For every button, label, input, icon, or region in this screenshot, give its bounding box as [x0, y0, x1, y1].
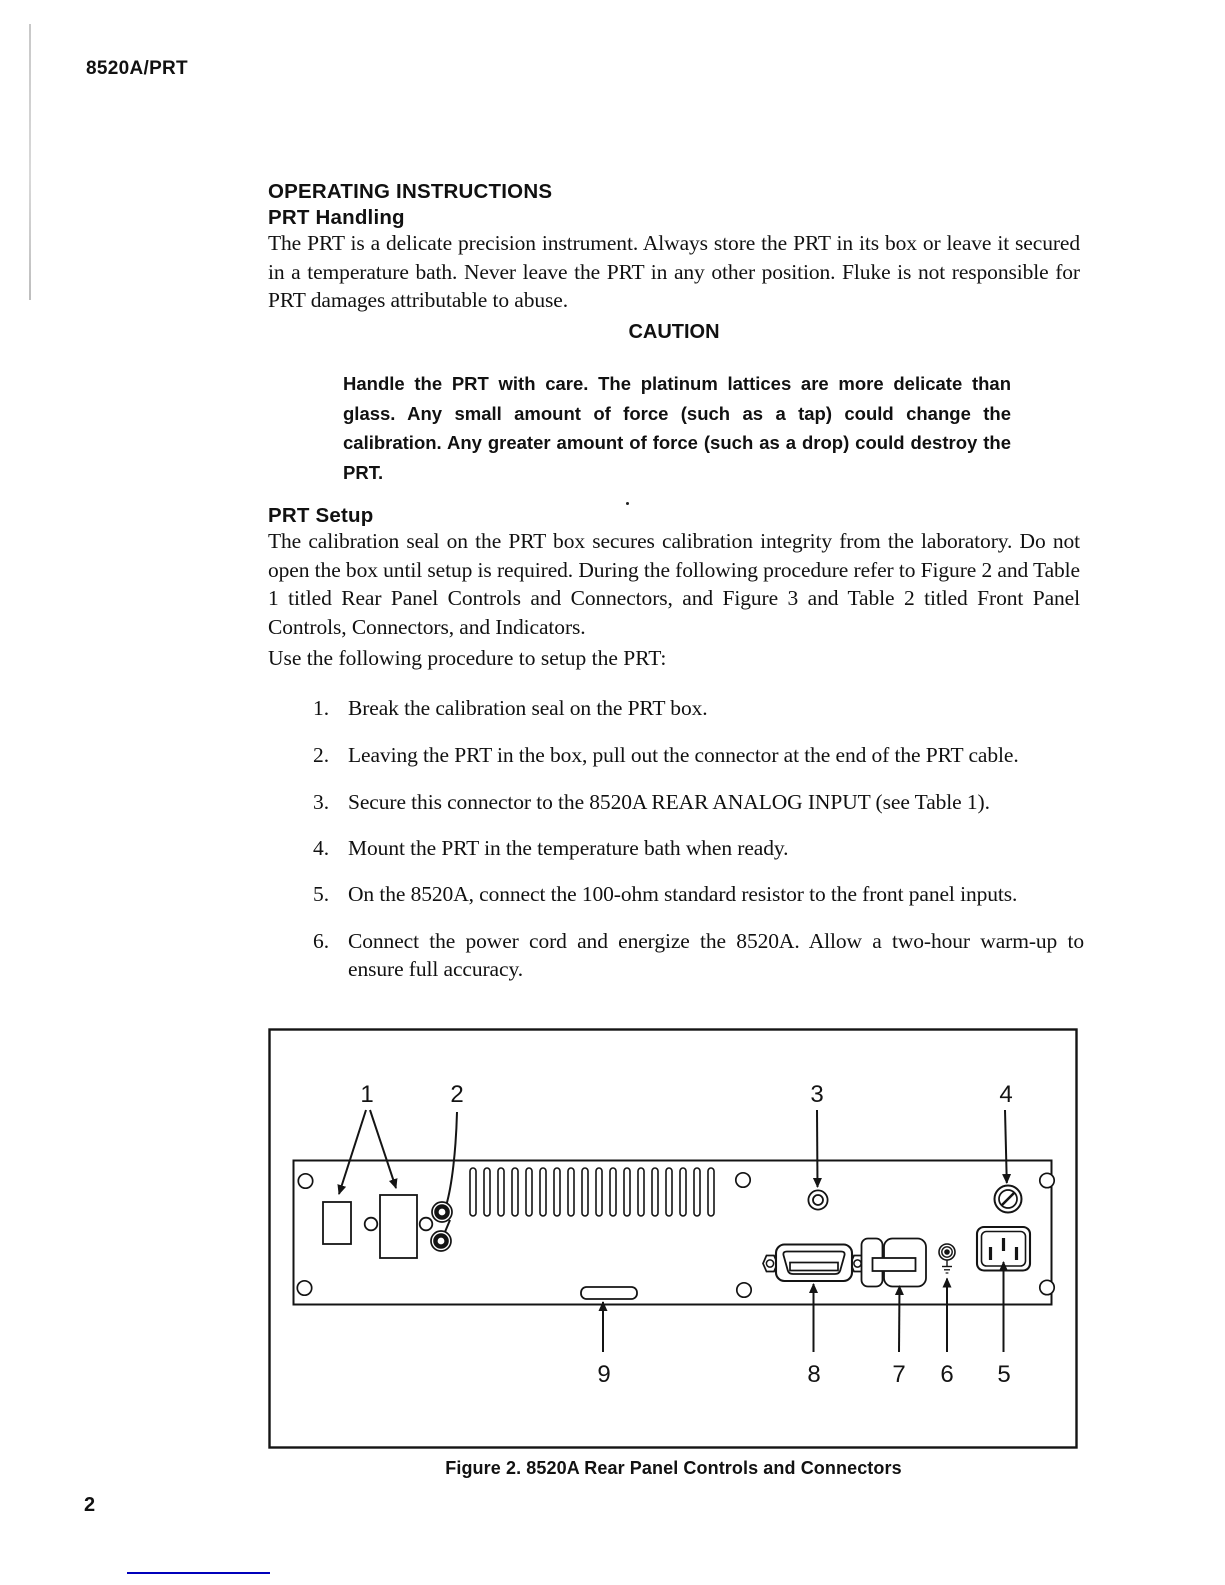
step-number: 3. — [313, 790, 330, 814]
procedure-step — [313, 788, 1098, 816]
document-header: 8520A/PRT — [86, 58, 188, 79]
step-number: 4. — [313, 836, 330, 860]
subsection-title-prt-handling: PRT Handling — [268, 206, 405, 229]
prt-setup-paragraph: The calibration seal on the PRT box secures calibration integrity from the laboratory. Do not open the box until setup is required. During the following procedure refer to Figure 2 and Table 1 titled Rear Panel Controls and Connectors, and Figure 3 and Table 2 titled Front Panel Controls, Connectors, and Indicators. — [268, 529, 1080, 639]
step-text: On the 8520A, connect the 100-ohm standard resistor to the front panel inputs. — [348, 882, 1018, 906]
step-text: Secure this connector to the 8520A REAR ANALOG INPUT (see Table 1). — [348, 790, 990, 814]
step-text: Leaving the PRT in the box, pull out the connector at the end of the PRT cable. — [348, 743, 1019, 767]
figure-2-diagram — [268, 1028, 1079, 1449]
step-number: 6. — [313, 929, 330, 953]
step-text: Mount the PRT in the temperature bath when ready. — [348, 836, 789, 860]
subsection-title-prt-setup: PRT Setup — [268, 504, 374, 527]
step-text: Connect the power cord and energize the 8520A. Allow a two-hour warm-up to ensure full accuracy. — [348, 929, 1084, 981]
step-number: 1. — [313, 696, 330, 720]
scan-artifact-line — [29, 24, 31, 300]
footer-accent-line — [127, 1572, 270, 1574]
scan-artifact-dot — [626, 502, 629, 505]
callout-label-3: 3 — [810, 1081, 824, 1108]
callout-label-6: 6 — [940, 1361, 954, 1388]
procedure-step — [313, 694, 1098, 722]
callout-label-5: 5 — [997, 1361, 1011, 1388]
procedure-step — [313, 927, 1084, 983]
step-number: 2. — [313, 743, 330, 767]
step-number: 5. — [313, 882, 330, 906]
callout-label-4: 4 — [999, 1081, 1013, 1108]
section-title-operating-instructions: OPERATING INSTRUCTIONS — [268, 180, 553, 203]
procedure-step — [313, 880, 1098, 908]
procedure-step — [313, 741, 1098, 769]
figure-caption: Figure 2. 8520A Rear Panel Controls and Connectors — [445, 1458, 902, 1478]
callout-label-7: 7 — [892, 1361, 906, 1388]
callout-label-1: 1 — [360, 1081, 374, 1108]
procedure-intro: Use the following procedure to setup the PRT: — [268, 646, 667, 670]
serial-tag-slot — [581, 1287, 637, 1299]
calibration-jack — [808, 1190, 827, 1209]
callout-label-9: 9 — [597, 1361, 611, 1388]
line-voltage-switch — [862, 1239, 927, 1287]
procedure-step — [313, 834, 1098, 862]
callout-label-2: 2 — [450, 1081, 464, 1108]
callout-label-8: 8 — [807, 1361, 821, 1388]
caution-paragraph: Handle the PRT with care. The platinum lattices are more delicate than glass. Any small amount of force (such as a tap) could change the calibration. Any greater amount of force (such as a drop) could destroy the PRT. — [343, 373, 1011, 483]
ieee488-connector — [763, 1245, 865, 1282]
prt-handling-paragraph: The PRT is a delicate precision instrument. Always store the PRT in its box or leave it secured in a temperature bath. Never leave the PRT in any other position. Fluke is not responsible for PRT damages attributable to abuse. — [268, 231, 1080, 312]
step-text: Break the calibration seal on the PRT box. — [348, 696, 708, 720]
caution-title: CAUTION — [628, 321, 720, 343]
fuse-holder — [995, 1186, 1022, 1213]
page-number: 2 — [84, 1494, 96, 1516]
